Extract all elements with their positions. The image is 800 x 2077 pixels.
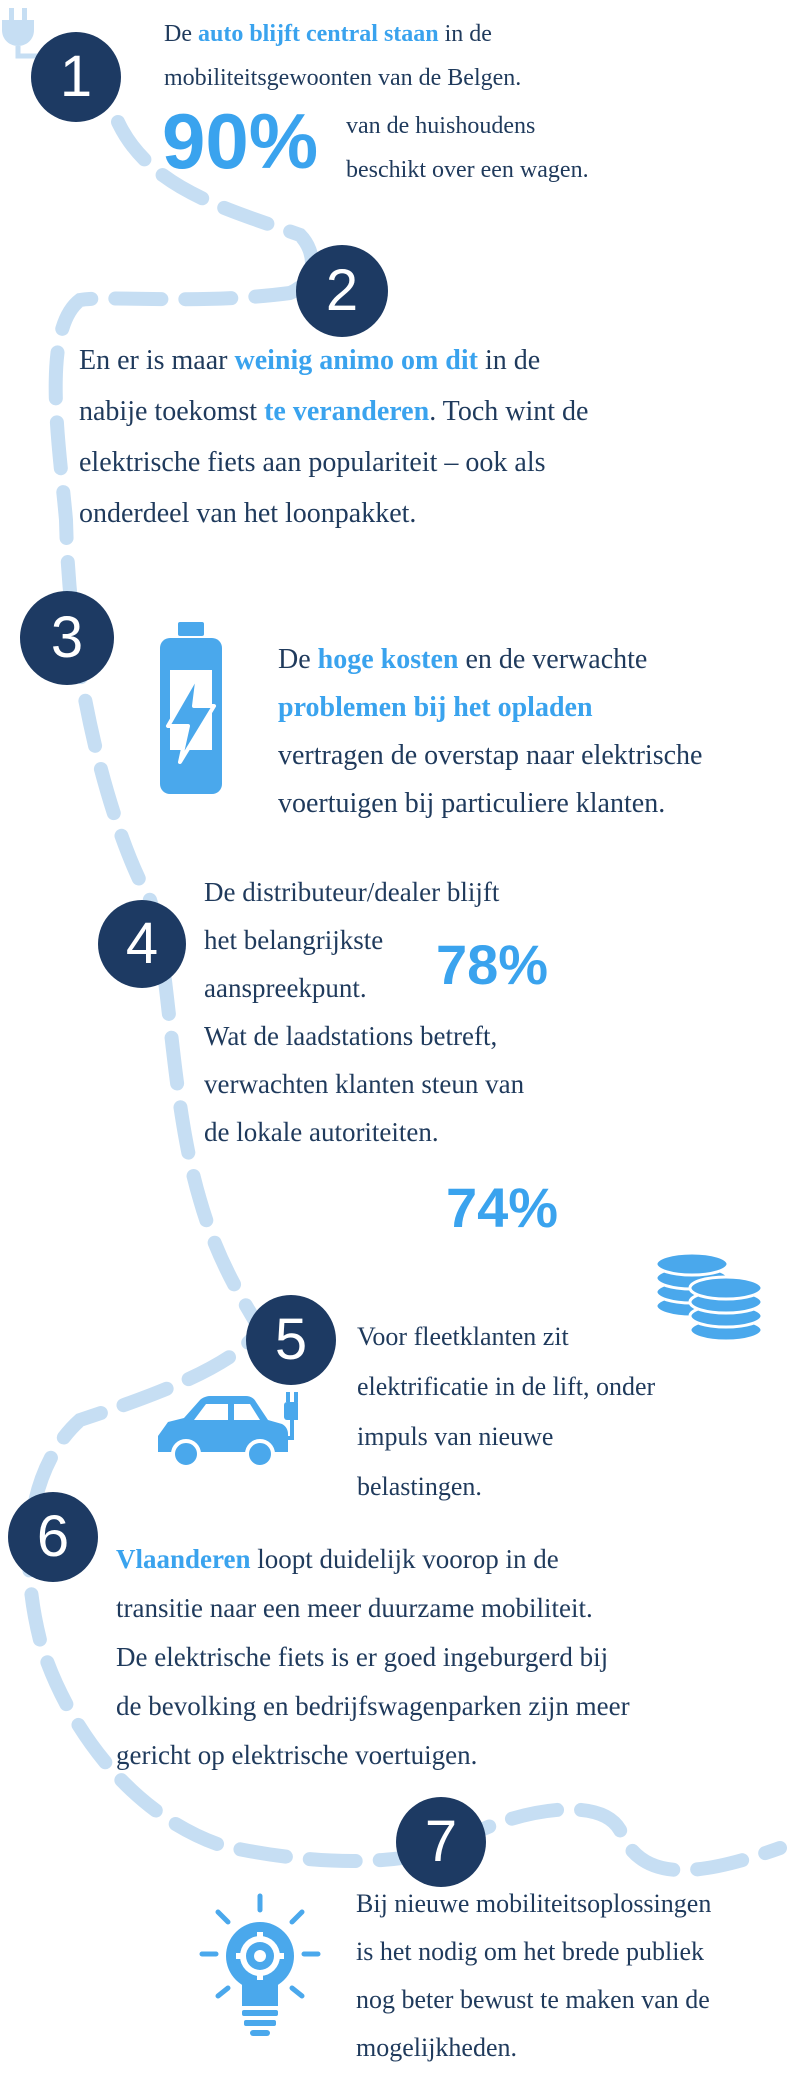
step-5-line-3: impuls van nieuwe: [357, 1422, 554, 1451]
step-1-text-b: in de: [438, 21, 492, 47]
step-5-text: [357, 1312, 655, 1512]
step-5-line-2: elektrificatie in de lift, onder: [357, 1372, 656, 1401]
step-1-text-a: De: [164, 21, 198, 47]
step-6-highlight: Vlaanderen: [116, 1544, 251, 1574]
step-3-text-2: en de verwachte: [458, 644, 648, 675]
step-6-text-1: loopt duidelijk voorop in de: [250, 1544, 559, 1574]
step-1-number: [31, 32, 121, 122]
step-1-stat-text: [346, 104, 589, 192]
step-5-line-4: belastingen.: [357, 1472, 482, 1501]
step-1-stat: 90%: [162, 97, 319, 185]
step-3-highlight-2: problemen bij het opladen: [278, 692, 593, 723]
step-2-number-label: 2: [325, 258, 359, 323]
step-2-text-2: in de: [477, 345, 541, 376]
step-4-text-top: [204, 868, 524, 1156]
step-3-line-3: vertragen de overstap naar elektrische: [278, 740, 703, 771]
step-5-number-label: 5: [274, 1307, 308, 1372]
step-2-text-4: . Toch wint de: [429, 396, 589, 427]
step-6-line-4: de bevolking en bedrijfswagenparken zijn meer: [116, 1691, 630, 1721]
step-4-line-4: Wat de laadstations betreft,: [204, 1021, 498, 1051]
lightbulb-gear-icon: [198, 1892, 322, 2038]
step-2-line-4: onderdeel van het loonpakket.: [79, 498, 417, 529]
step-4-stat-1: 78%: [436, 933, 549, 996]
step-5-line-1: Voor fleetklanten zit: [357, 1322, 569, 1351]
step-7-text: [356, 1880, 711, 2072]
step-7-line-3: nog beter bewust te maken van de: [356, 1985, 710, 2014]
step-4-stat-2: 74%: [446, 1176, 559, 1239]
step-6-line-2: transitie naar een meer duurzame mobiliteit.: [116, 1593, 593, 1623]
step-6-line-5: gericht op elektrische voertuigen.: [116, 1740, 478, 1770]
step-2-number: [296, 245, 388, 337]
battery-charging-icon: [154, 622, 228, 798]
step-1-highlight: auto blijft central staan: [197, 21, 439, 47]
step-1-stat-text-2: beschikt over een wagen.: [346, 157, 589, 183]
step-3-number-label: 3: [50, 605, 84, 670]
step-2-highlight-1: weinig animo om dit: [234, 345, 478, 376]
step-5-number: [246, 1295, 336, 1385]
step-7-number: [396, 1797, 486, 1887]
step-2-highlight-2: te veranderen: [264, 396, 430, 427]
step-1-stat-text-1: van de huishoudens: [346, 113, 536, 139]
step-4-line-2: het belangrijkste: [204, 925, 384, 955]
step-6-number-label: 6: [36, 1504, 70, 1569]
step-4-line-3: aanspreekpunt.: [204, 973, 367, 1003]
step-2-text-3: nabije toekomst: [79, 396, 265, 427]
step-4-line-6: de lokale autoriteiten.: [204, 1117, 439, 1147]
step-7-number-label: 7: [424, 1809, 458, 1874]
step-4-number: [98, 900, 186, 988]
step-7-line-4: mogelijkheden.: [356, 2033, 518, 2062]
step-6-number: [8, 1492, 98, 1582]
step-2-line-3: elektrische fiets aan populariteit – ook als: [79, 447, 546, 478]
step-4-line-1: De distributeur/dealer blijft: [204, 877, 500, 907]
step-3-text: [278, 636, 702, 828]
step-1-text: [164, 12, 521, 100]
electric-car-icon: [152, 1392, 298, 1474]
step-6-line-3: De elektrische fiets is er goed ingeburgerd bij: [116, 1642, 609, 1672]
step-2-text-1: En er is maar: [79, 345, 235, 376]
step-3-text-1: De: [278, 644, 318, 675]
step-1-line-2: mobiliteitsgewoonten van de Belgen.: [164, 65, 522, 91]
step-2-text: [79, 335, 588, 539]
step-4-line-5: verwachten klanten steun van: [204, 1069, 525, 1099]
step-3-number: [20, 591, 114, 685]
step-7-line-1: Bij nieuwe mobiliteitsoplossingen: [356, 1889, 712, 1918]
step-3-highlight-1: hoge kosten: [317, 644, 459, 675]
step-3-line-4: voertuigen bij particuliere klanten.: [278, 788, 666, 819]
coins-icon: [650, 1246, 768, 1344]
step-6-text: [116, 1535, 630, 1780]
step-7-line-2: is het nodig om het brede publiek: [356, 1937, 705, 1966]
step-1-number-label: 1: [59, 44, 93, 109]
step-4-number-label: 4: [125, 911, 159, 976]
